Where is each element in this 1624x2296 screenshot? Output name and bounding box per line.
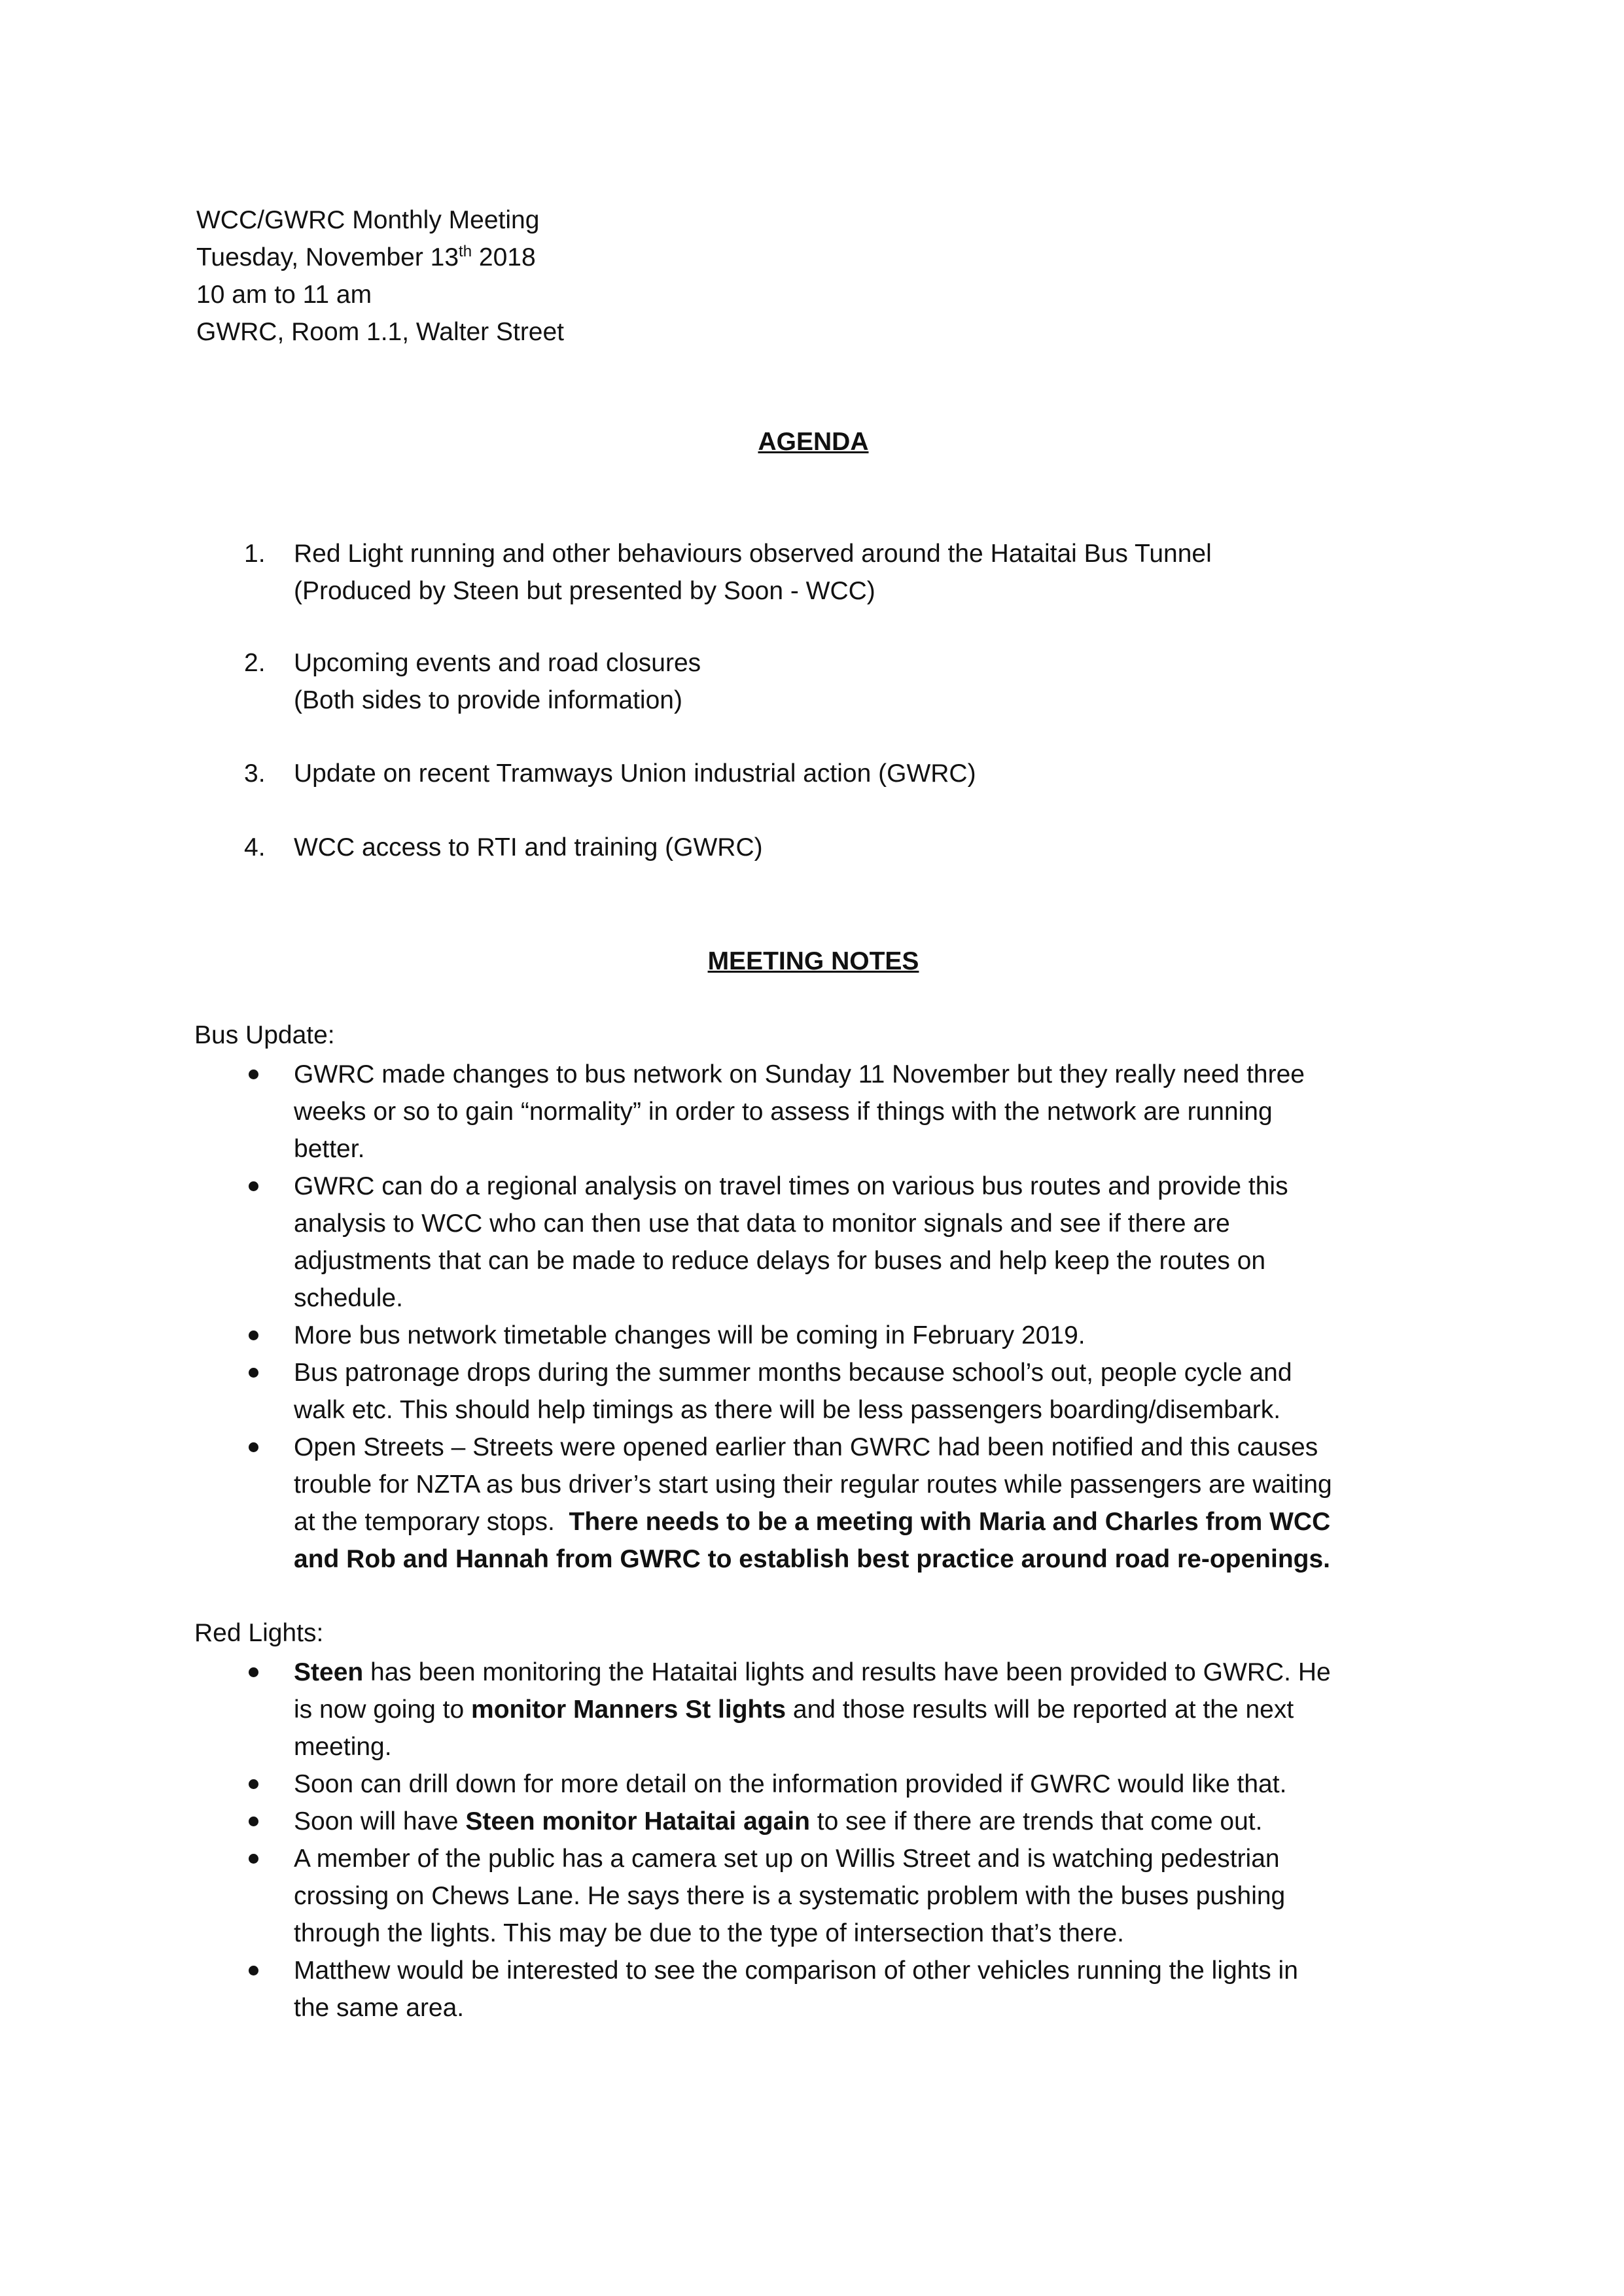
bullet-icon	[249, 1966, 258, 1975]
section-heading: Bus Update:	[194, 1021, 335, 1049]
text: Bus patronage drops during the summer months because school’s out, people cycle and	[294, 1359, 1292, 1387]
section-heading: Red Lights:	[194, 1619, 324, 1647]
meeting-date	[196, 239, 1624, 276]
bullet-line	[0, 1056, 1624, 1093]
bullet-line	[0, 1803, 1624, 1840]
text: Soon can drill down for more detail on the information provided if GWRC would like that.	[294, 1770, 1287, 1798]
agenda-item-number: 1.	[244, 540, 266, 568]
text: analysis to WCC who can then use that data to monitor signals and see if there are	[294, 1209, 1230, 1238]
agenda-item-line: Update on recent Tramways Union industrial action (GWRC)	[294, 759, 976, 788]
bullet-icon	[249, 1070, 258, 1079]
text: and those results will be reported at the next	[786, 1696, 1294, 1724]
text: at the temporary stops.	[294, 1508, 569, 1536]
text: is now going to	[294, 1696, 472, 1724]
bullet-icon	[249, 1368, 258, 1378]
text: the same area.	[294, 1994, 465, 2022]
bullet-item	[0, 1840, 1624, 1952]
agenda-item-line: Red Light running and other behaviours observed around the Hataitai Bus Tunnel	[294, 540, 1212, 568]
bold-text: monitor Manners St lights	[471, 1696, 786, 1724]
bullet-icon	[249, 1667, 258, 1677]
text: GWRC can do a regional analysis on travel times on various bus routes and provide this	[294, 1172, 1288, 1200]
text: walk etc. This should help timings as there will be less passengers boarding/disembark.	[294, 1396, 1281, 1424]
bullet-line	[0, 1317, 1624, 1354]
bullet-line	[0, 1205, 1624, 1242]
bullet-item	[0, 1765, 1624, 1803]
bullet-item	[0, 1168, 1624, 1317]
bold-text: Steen monitor Hataitai again	[465, 1807, 810, 1835]
meeting-location: GWRC, Room 1.1, Walter Street	[196, 318, 565, 346]
bullet-line	[0, 1354, 1624, 1391]
bullet-line	[0, 1877, 1624, 1915]
text: adjustments that can be made to reduce delays for buses and help keep the routes on	[294, 1247, 1266, 1275]
bullet-line	[0, 1093, 1624, 1130]
bullet-line	[0, 1242, 1624, 1279]
bullet-line	[0, 1989, 1624, 2026]
bullet-item	[0, 1317, 1624, 1354]
text: crossing on Chews Lane. He says there is a systematic problem with the buses pushing	[294, 1882, 1286, 1910]
bullet-icon	[249, 1817, 258, 1826]
agenda-item-number: 2.	[244, 649, 266, 677]
agenda-item-line: WCC access to RTI and training (GWRC)	[294, 833, 763, 861]
text: better.	[294, 1135, 365, 1163]
text: to see if there are trends that come out.	[809, 1807, 1263, 1835]
meeting-notes-title: MEETING NOTES	[707, 947, 919, 975]
bullet-icon	[249, 1331, 258, 1340]
bullet-icon	[249, 1854, 258, 1864]
bullet-line	[0, 1279, 1624, 1317]
agenda-item-line: Upcoming events and road closures	[294, 649, 701, 677]
bullet-item	[0, 1803, 1624, 1840]
bullet-list	[0, 1056, 1624, 1578]
bullet-item	[0, 1429, 1624, 1578]
agenda-item-text	[294, 755, 976, 792]
text: Soon will have	[294, 1807, 466, 1835]
text: weeks or so to gain “normality” in order to assess if things with the network are running	[294, 1098, 1273, 1126]
text: has been monitoring the Hataitai lights and results have been provided to GWRC. He	[363, 1658, 1331, 1686]
meeting-title: WCC/GWRC Monthly Meeting	[196, 206, 540, 234]
agenda-item-number: 3.	[244, 759, 266, 788]
text: GWRC made changes to bus network on Sunday 11 November but they really need three	[294, 1060, 1305, 1088]
bullet-line	[0, 1130, 1624, 1168]
agenda-item-text	[294, 535, 1212, 610]
agenda-item-line: (Both sides to provide information)	[294, 686, 682, 714]
bullet-list	[0, 1654, 1624, 2026]
agenda-item-line: (Produced by Steen but presented by Soon - WCC)	[294, 577, 875, 605]
bullet-line	[0, 1691, 1624, 1728]
agenda-item-text	[294, 829, 763, 866]
text: trouble for NZTA as bus driver’s start using their regular routes while passengers are waiting	[294, 1470, 1332, 1499]
bullet-icon	[249, 1442, 258, 1452]
bold-text: Steen	[294, 1658, 364, 1686]
bullet-item	[0, 1952, 1624, 2026]
bullet-line	[0, 1952, 1624, 1989]
text: schedule.	[294, 1284, 403, 1312]
bullet-line	[0, 1429, 1624, 1466]
agenda-item-text	[294, 644, 701, 719]
bullet-line	[0, 1915, 1624, 1952]
bullet-item	[0, 1654, 1624, 1765]
bullet-line	[0, 1168, 1624, 1205]
text: meeting.	[294, 1733, 392, 1761]
bullet-line	[0, 1540, 1624, 1578]
bullet-icon	[249, 1181, 258, 1191]
bullet-item	[0, 1056, 1624, 1168]
agenda-item-number: 4.	[244, 833, 266, 861]
text: through the lights. This may be due to the type of intersection that’s there.	[294, 1919, 1124, 1947]
bullet-line	[0, 1391, 1624, 1429]
meeting-header	[196, 201, 1624, 351]
text: More bus network timetable changes will be coming in February 2019.	[294, 1321, 1086, 1349]
bold-text: There needs to be a meeting with Maria and Charles from WCC	[569, 1508, 1331, 1536]
bullet-line	[0, 1728, 1624, 1765]
text: Matthew would be interested to see the comparison of other vehicles running the lights in	[294, 1957, 1298, 1985]
text: Open Streets – Streets were opened earlier than GWRC had been notified and this causes	[294, 1433, 1318, 1461]
bold-text: and Rob and Hannah from GWRC to establish best practice around road re-openings.	[294, 1545, 1330, 1573]
meeting-time: 10 am to 11 am	[196, 281, 372, 309]
bullet-line	[0, 1654, 1624, 1691]
bullet-icon	[249, 1779, 258, 1789]
date-suffix: th	[459, 243, 472, 260]
bullet-line	[0, 1503, 1624, 1540]
text: A member of the public has a camera set up on Willis Street and is watching pedestrian	[294, 1845, 1280, 1873]
bullet-line	[0, 1765, 1624, 1803]
date-year: 2018	[472, 243, 536, 271]
bullet-line	[0, 1840, 1624, 1877]
agenda-title: AGENDA	[758, 428, 869, 456]
date-text: Tuesday, November 13	[196, 243, 459, 271]
bullet-item	[0, 1354, 1624, 1429]
bullet-line	[0, 1466, 1624, 1503]
